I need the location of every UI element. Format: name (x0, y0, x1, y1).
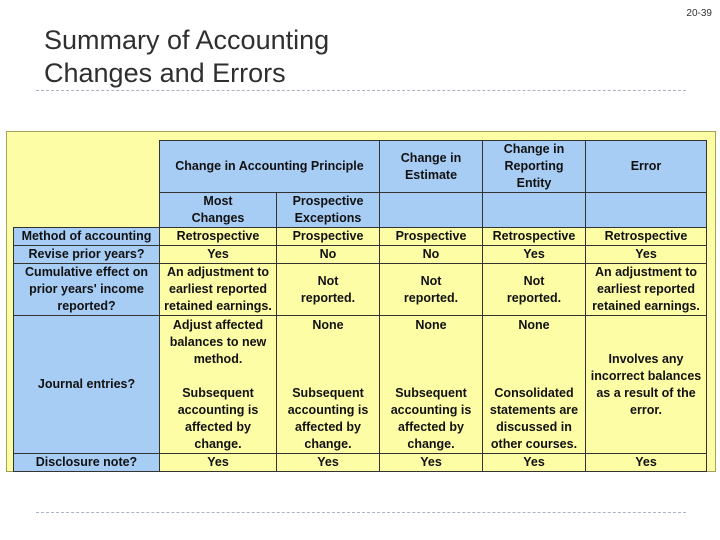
row-label-cumulative-line: reported? (57, 299, 116, 313)
cell-line: Subsequent (292, 385, 364, 400)
cell-line: affected by (185, 419, 251, 434)
cell-line: Consolidated (494, 385, 574, 400)
spacer (279, 334, 377, 385)
cell-journal-exceptions (277, 316, 380, 454)
cell-line: earliest reported (597, 282, 695, 296)
header-error: Error (586, 141, 707, 193)
cell-line: accounting is (287, 402, 369, 417)
row-disclosure (14, 454, 707, 472)
cell-line: Not (523, 273, 545, 288)
cell-line: affected by (295, 419, 361, 434)
header-estimate-line: Estimate (404, 167, 458, 182)
cell-revise-error: Yes (586, 246, 707, 264)
spacer (162, 368, 274, 385)
cell-journal-most (160, 316, 277, 454)
cell-disclosure-exceptions: Yes (277, 454, 380, 472)
cell-line: reported. (300, 290, 356, 305)
cell-cumulative-most (160, 264, 277, 316)
row-label-disclosure: Disclosure note? (14, 454, 160, 472)
header-prospective-exceptions (277, 193, 380, 228)
cell-method-error: Retrospective (586, 228, 707, 246)
row-label-cumulative-line: Cumulative effect on (25, 265, 148, 279)
cell-cumulative-error (586, 264, 707, 316)
cell-disclosure-error: Yes (586, 454, 707, 472)
cell-line: Subsequent (182, 385, 254, 400)
header-empty (483, 193, 586, 228)
cell-line: Involves any (608, 351, 684, 366)
cell-line: Not (420, 273, 442, 288)
cell-line: as a result of the (596, 385, 696, 400)
header-principle: Change in Accounting Principle (160, 141, 380, 193)
header-prospective-line: Prospective (292, 194, 364, 208)
header-row-1 (14, 141, 707, 193)
row-journal (14, 316, 707, 454)
cell-line: An adjustment to (594, 265, 698, 279)
slide-number: 20-39 (686, 8, 712, 19)
header-entity-line: Reporting (504, 159, 564, 173)
cell-line: change. (194, 436, 242, 451)
title-line-1: Summary of Accounting (44, 25, 330, 55)
cell-line: incorrect balances (590, 368, 702, 383)
footer-divider (36, 512, 686, 513)
header-empty (380, 193, 483, 228)
cell-line: retained earnings. (592, 299, 700, 313)
cell-line: Adjust affected (172, 317, 264, 332)
header-most-line: Most (203, 194, 233, 208)
header-prospective-line: Exceptions (294, 211, 362, 225)
cell-disclosure-most: Yes (160, 454, 277, 472)
cell-journal-estimate (380, 316, 483, 454)
corner-cell (14, 141, 160, 193)
header-most-line: Changes (191, 211, 245, 225)
cell-line: other courses. (490, 436, 578, 451)
cell-line: An adjustment to (166, 265, 270, 279)
cell-journal-entity (483, 316, 586, 454)
cell-line: accounting is (177, 402, 259, 417)
cell-line: None (518, 317, 550, 332)
row-method (14, 228, 707, 246)
cell-method-entity: Retrospective (483, 228, 586, 246)
header-estimate (380, 141, 483, 193)
cell-revise-most: Yes (160, 246, 277, 264)
title-line-2: Changes and Errors (44, 58, 286, 88)
cell-line: Not (317, 273, 339, 288)
cell-line: change. (304, 436, 352, 451)
spacer (382, 334, 480, 385)
cell-disclosure-estimate: Yes (380, 454, 483, 472)
cell-line: method. (193, 351, 243, 366)
header-entity-line: Entity (516, 176, 552, 190)
cell-line: reported. (403, 290, 459, 305)
cell-revise-exceptions: No (277, 246, 380, 264)
row-revise (14, 246, 707, 264)
cell-disclosure-entity: Yes (483, 454, 586, 472)
cell-line: statements are (489, 402, 579, 417)
cell-line: error. (630, 402, 662, 417)
row-label-cumulative-line: prior years' income (29, 282, 144, 296)
header-empty (586, 193, 707, 228)
row-label-revise: Revise prior years? (14, 246, 160, 264)
row-label-journal: Journal entries? (14, 316, 160, 454)
cell-line: None (312, 317, 344, 332)
cell-line: retained earnings. (164, 299, 272, 313)
cell-line: affected by (398, 419, 464, 434)
cell-line: accounting is (390, 402, 472, 417)
header-entity-line: Change in (503, 142, 565, 156)
cell-line: None (415, 317, 447, 332)
cell-method-most: Retrospective (160, 228, 277, 246)
cell-method-exceptions: Prospective (277, 228, 380, 246)
cell-journal-error (586, 316, 707, 454)
cell-line: balances to new (169, 334, 267, 349)
cell-line: earliest reported (169, 282, 267, 296)
cell-line: reported. (506, 290, 562, 305)
cell-method-estimate: Prospective (380, 228, 483, 246)
header-row-2 (14, 193, 707, 228)
cell-cumulative-exceptions (277, 264, 380, 316)
title-divider (36, 90, 686, 91)
page-title (44, 24, 329, 90)
summary-table (13, 140, 707, 472)
spacer (485, 334, 583, 385)
cell-cumulative-estimate (380, 264, 483, 316)
row-label-cumulative (14, 264, 160, 316)
cell-revise-entity: Yes (483, 246, 586, 264)
row-cumulative (14, 264, 707, 316)
cell-cumulative-entity (483, 264, 586, 316)
cell-line: discussed in (496, 419, 572, 434)
corner-cell (14, 193, 160, 228)
header-entity (483, 141, 586, 193)
cell-line: change. (407, 436, 455, 451)
cell-revise-estimate: No (380, 246, 483, 264)
cell-line: Subsequent (395, 385, 467, 400)
header-estimate-line: Change in (400, 150, 462, 165)
row-label-method: Method of accounting (14, 228, 160, 246)
header-most-changes (160, 193, 277, 228)
